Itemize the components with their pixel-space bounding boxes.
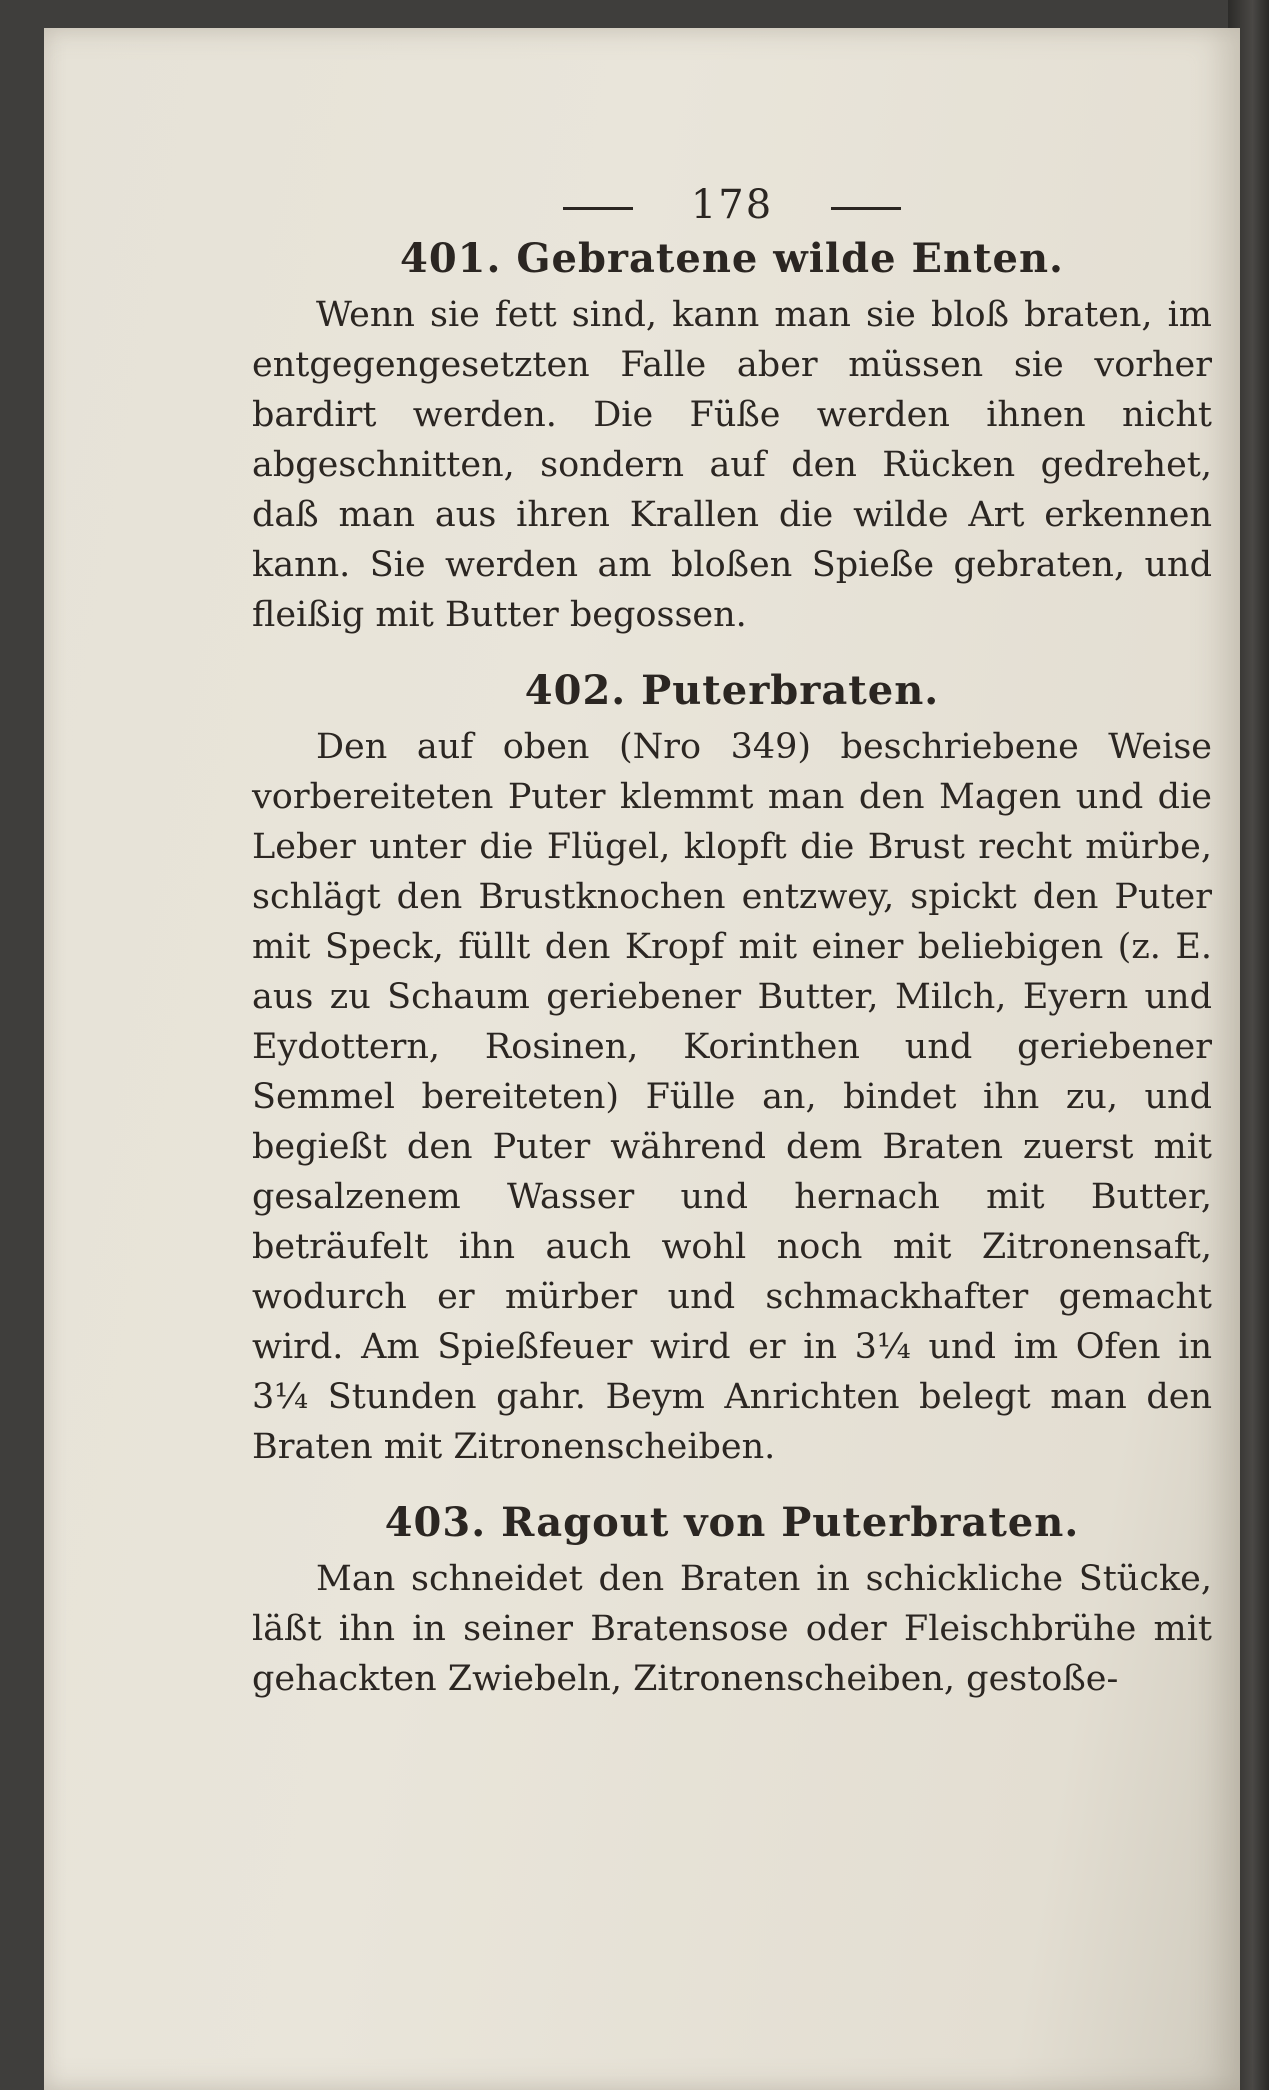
- page-text-block: [252, 176, 1212, 1730]
- book-page: [44, 28, 1240, 2090]
- recipe-paragraph: Man schneidet den Braten in schickliche Stücke, läßt ihn in seiner Bratensose oder Fleischbrühe mit gehackten Zwiebeln, Zitronenscheiben, gestoße-: [252, 1559, 1212, 1699]
- recipe-section: [252, 666, 1212, 1472]
- recipe-section: [252, 1498, 1212, 1704]
- recipe-title: 403. Ragout von Puterbraten.: [384, 1499, 1080, 1546]
- recipe-paragraph: Wenn sie fett sind, kann man sie bloß braten, im entgegengesetzten Falle aber müssen sie vorher bardirt werden. Die Füße werden ihnen nicht abgeschnitten, sondern auf den Rücken gedrehet, daß man aus ihren Krallen die wilde Art erkennen kann. Sie werden am bloßen Spieße gebraten, und fleißig mit Butter begossen.: [252, 295, 1212, 635]
- running-head-dash-right: [831, 207, 901, 210]
- page-number: 178: [690, 182, 774, 228]
- recipe-paragraph: Den auf oben (Nro 349) beschriebene Weise vorbereiteten Puter klemmt man den Magen und die Leber unter die Flügel, klopft die Brust recht mürbe, schlägt den Brustknochen entzwey, spickt den Puter mit Speck, füllt den Kropf mit einer beliebigen (z. E. aus zu Schaum geriebener Butter, Milch, Eyern und Eydottern, Rosinen, Korinthen und geriebener Semmel bereiteten) Fülle an, bindet ihn zu, und begießt den Puter während dem Braten zuerst mit gesalzenem Wasser und hernach mit Butter, beträufelt ihn auch wohl noch mit Zitronensaft, wodurch er mürber und schmackhafter gemacht wird. Am Spießfeuer wird er in 3¼ und im Ofen in 3¼ Stunden gahr. Beym Anrichten belegt man den Braten mit Zitronenscheiben.: [252, 727, 1212, 1467]
- recipe-body: [252, 290, 1212, 640]
- recipe-title: 402. Puterbraten.: [524, 667, 940, 714]
- recipe-section: [252, 234, 1212, 640]
- running-head: [252, 176, 1212, 234]
- recipe-title: 401. Gebratene wilde Enten.: [400, 235, 1064, 282]
- recipe-body: [252, 722, 1212, 1472]
- running-head-dash-left: [563, 207, 633, 210]
- recipe-body: [252, 1554, 1212, 1704]
